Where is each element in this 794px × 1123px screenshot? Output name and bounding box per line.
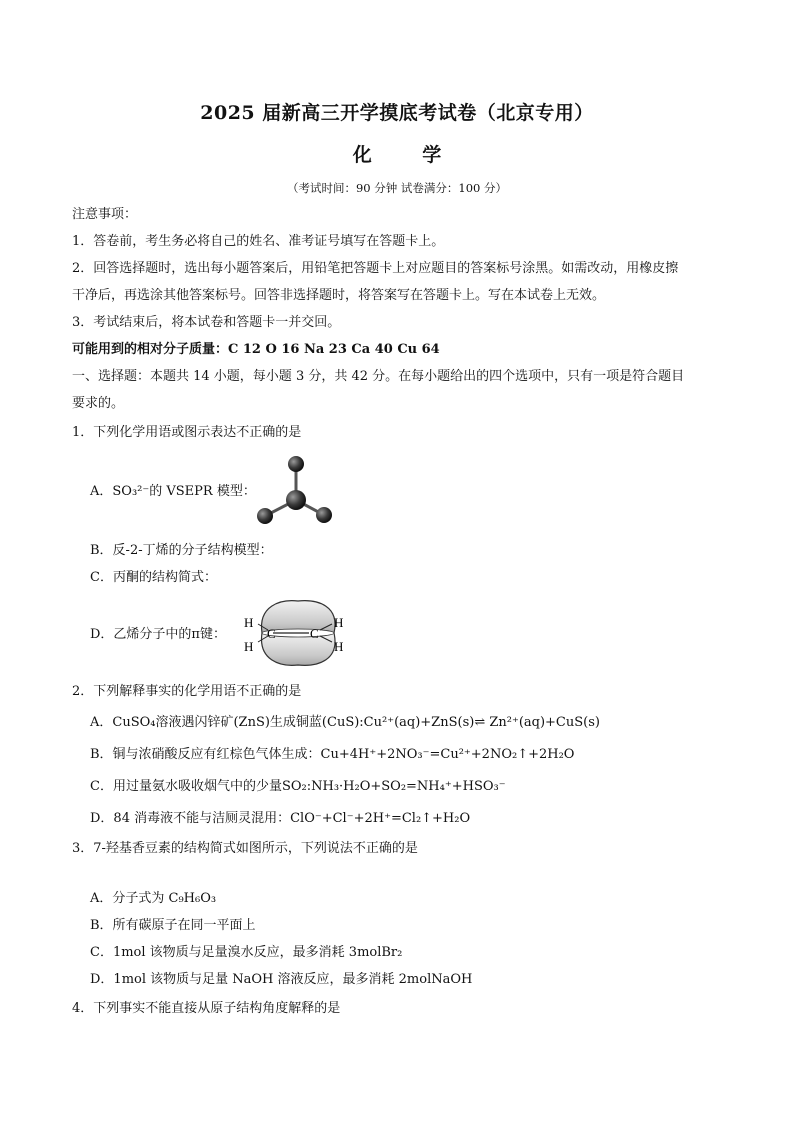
q2-option-d: D．84 消毒液不能与洁厕灵混用：ClO⁻+Cl⁻+2H⁺=Cl₂↑+H₂O [90,811,471,826]
q1-stem: 1．下列化学用语或图示表达不正确的是 [72,425,302,440]
q3-stem: 3．7-羟基香豆素的结构简式如图所示，下列说法不正确的是 [72,841,418,856]
q1-option-c: C．丙酮的结构简式： [90,570,217,585]
section1-intro-a: 一、选择题：本题共 14 小题，每小题 3 分，共 42 分。在每小题给出的四个选项中，只有一项是符合题目 [72,369,685,384]
atom-center [286,490,306,510]
notes-heading: 注意事项： [72,207,138,222]
atom-left [257,508,273,524]
atom-top [288,456,304,472]
q1-option-a: A．SO₃²⁻的 VSEPR 模型： [90,484,256,499]
q2-option-a: A．CuSO₄溶液遇闪锌矿(ZnS)生成铜蓝(CuS):Cu²⁺(aq)+ZnS(s)⇌ Zn²⁺(aq)+CuS(s) [90,715,600,730]
q3-option-a: A．分子式为 C₉H₆O₃ [90,891,217,906]
q2-option-c: C．用过量氨水吸收烟气中的少量SO₂:NH₃·H₂O+SO₂=NH₄⁺+HSO₃⁻ [90,779,506,794]
pi-bond-figure [240,596,360,670]
hydrogen-top-left: H [244,615,254,630]
note-3: 3．考试结束后，将本试卷和答题卡一并交回。 [72,315,341,330]
carbon-right: C [310,626,319,641]
q3-option-d: D．1mol 该物质与足量 NaOH 溶液反应，最多消耗 2molNaOH [90,972,473,987]
subject-title: 化 学 [352,144,464,166]
note-2b: 干净后，再选涂其他答案标号。回答非选择题时，将答案写在答题卡上。写在本试卷上无效。 [72,288,606,303]
note-2a: 2．回答选择题时，选出每小题答案后，用铅笔把答题卡上对应题目的答案标号涂黑。如需改动，用橡皮擦 [72,261,679,276]
hydrogen-bottom-right: H [334,639,344,654]
q2-option-b: B．铜与浓硝酸反应有红棕色气体生成：Cu+4H⁺+2NO₃⁻=Cu²⁺+2NO₂↑+2H₂O [90,747,575,762]
note-1: 1．答卷前，考生务必将自己的姓名、准考证号填写在答题卡上。 [72,234,445,249]
atom-right [316,507,332,523]
page-title: 2025 届新高三开学摸底考试卷（北京专用） [200,102,594,124]
q4-stem: 4．下列事实不能直接从原子结构角度解释的是 [72,1001,341,1016]
hydrogen-top-right: H [334,615,344,630]
q1-option-b: B．反-2-丁烯的分子结构模型： [90,543,273,558]
relative-masses: 可能用到的相对分子质量：C 12 O 16 Na 23 Ca 40 Cu 64 [72,342,440,357]
q2-stem: 2．下列解释事实的化学用语不正确的是 [72,684,302,699]
q1-option-d: D．乙烯分子中的π键： [90,627,226,642]
carbon-left: C [267,626,276,641]
section1-intro-b: 要求的。 [72,396,125,411]
q3-option-b: B．所有碳原子在同一平面上 [90,918,256,933]
q3-option-c: C．1mol 该物质与足量溴水反应，最多消耗 3molBr₂ [90,945,403,960]
hydrogen-bottom-left: H [244,639,254,654]
vsepr-model-figure [250,452,345,532]
exam-info: （考试时间：90 分钟 试卷满分：100 分） [286,181,508,195]
